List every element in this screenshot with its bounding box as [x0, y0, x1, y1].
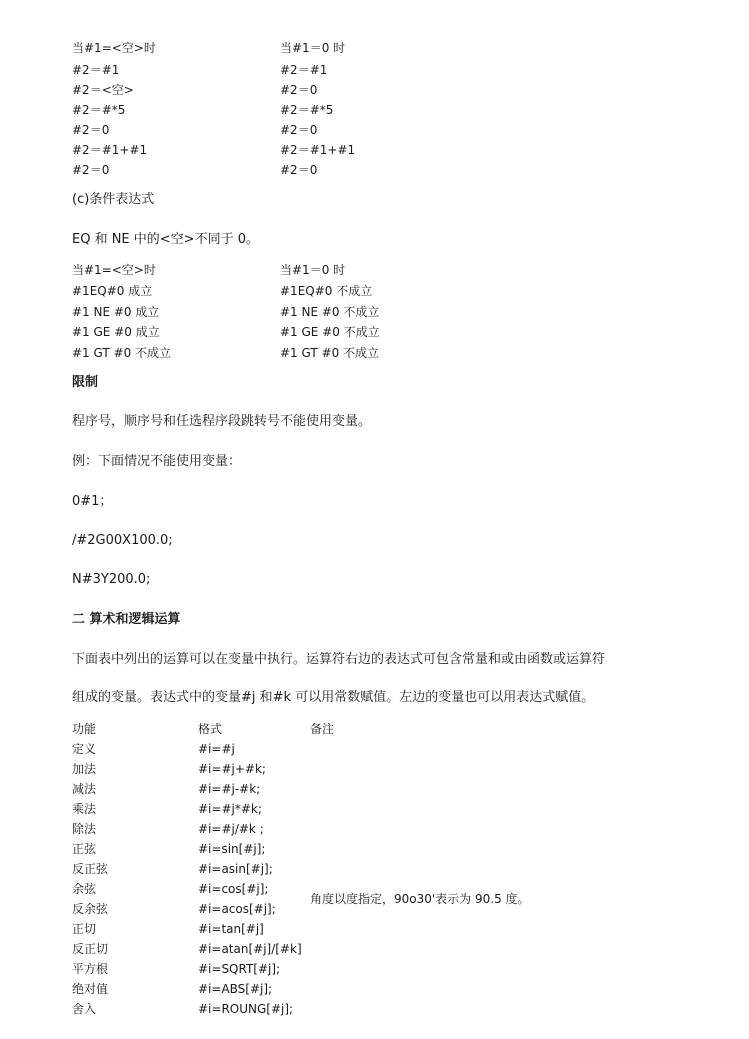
cell-format: #i=#j/#k ;: [198, 822, 264, 836]
cell-left: #1 GT #0 不成立: [72, 346, 172, 360]
cell-function: 反正切: [72, 942, 109, 956]
col-header-remark: 备注: [310, 722, 335, 736]
cell-format: #i=atan[#j]/[#k]: [198, 942, 302, 956]
table-row: [72, 324, 380, 340]
header-left: 当#1=<空>时: [72, 41, 156, 55]
col-header-format: 格式: [198, 722, 223, 736]
cell-format: #i=#j-#k;: [198, 782, 261, 796]
cell-function: 舍入: [72, 1002, 97, 1016]
table-row: [72, 304, 380, 320]
cell-format: #i=#j: [198, 742, 235, 756]
cell-function: 除法: [72, 822, 97, 836]
cell-function: 加法: [72, 762, 97, 776]
cell-format: #i=asin[#j];: [198, 862, 273, 876]
header-right: 当#1＝0 时: [280, 263, 346, 277]
section-c-header: [72, 262, 346, 278]
cell-right: #2＝0: [280, 83, 318, 97]
restriction-paragraph: 程序号，顺序号和任选程序段跳转号不能使用变量。: [72, 414, 372, 429]
cell-left: #1 GE #0 成立: [72, 325, 160, 339]
table-row: [72, 82, 318, 98]
header-right: 当#1＝0 时: [280, 41, 346, 55]
cell-right: #2＝0: [280, 163, 318, 177]
cell-function: 反余弦: [72, 902, 109, 916]
cell-right: #2＝0: [280, 123, 318, 137]
cell-right: #2＝#*5: [280, 103, 334, 117]
cell-right: #1 GT #0 不成立: [280, 346, 380, 360]
table-row: [72, 102, 334, 118]
cell-format: #i=tan[#j]: [198, 922, 264, 936]
cell-format: #i=#j*#k;: [198, 802, 262, 816]
cell-function: 反正弦: [72, 862, 109, 876]
cell-function: 乘法: [72, 802, 97, 816]
restriction-example-intro: 例：下面情况不能使用变量：: [72, 454, 242, 469]
table-row: [72, 162, 318, 178]
cell-right: #1EQ#0 不成立: [280, 284, 373, 298]
cell-left: #2＝#*5: [72, 103, 126, 117]
cell-left: #2＝#1: [72, 63, 120, 77]
section-c-title: (c)条件表达式: [72, 192, 155, 207]
section-c-note: EQ 和 NE 中的<空>不同于 0。: [72, 232, 259, 247]
cell-right: #1 GE #0 不成立: [280, 325, 380, 339]
table-row: [72, 283, 373, 299]
col-header-function: 功能: [72, 722, 97, 736]
cell-remark: 角度以度指定，90o30'表示为 90.5 度。: [310, 892, 530, 906]
cell-right: #1 NE #0 不成立: [280, 305, 380, 319]
cell-function: 正弦: [72, 842, 97, 856]
table-row: [72, 122, 318, 138]
cell-function: 平方根: [72, 962, 109, 976]
cell-right: #2＝#1+#1: [280, 143, 356, 157]
cell-function: 减法: [72, 782, 97, 796]
cell-right: #2＝#1: [280, 63, 328, 77]
arith-paragraph: 下面表中列出的运算可以在变量中执行。运算符右边的表达式可包含常量和或由函数或运算符: [72, 652, 606, 667]
arith-heading: 二 算术和逻辑运算: [72, 612, 181, 627]
example-line: N#3Y200.0;: [72, 572, 151, 587]
section-b-header: [72, 40, 346, 56]
cell-format: #i=cos[#j];: [198, 882, 269, 896]
cell-format: #i=ROUNG[#j];: [198, 1002, 294, 1016]
example-line: /#2G00X100.0;: [72, 533, 173, 548]
cell-format: #i=#j+#k;: [198, 762, 266, 776]
cell-function: 定义: [72, 742, 97, 756]
cell-left: #1EQ#0 成立: [72, 284, 153, 298]
cell-format: #i=SQRT[#j];: [198, 962, 281, 976]
table-row: [72, 62, 328, 78]
cell-left: #1 NE #0 成立: [72, 305, 160, 319]
cell-left: #2＝0: [72, 163, 110, 177]
cell-format: #i=acos[#j];: [198, 902, 276, 916]
header-left: 当#1=<空>时: [72, 263, 156, 277]
table-row: [72, 345, 380, 361]
cell-format: #i=ABS[#j];: [198, 982, 273, 996]
cell-format: #i=sin[#j];: [198, 842, 266, 856]
cell-left: #2＝#1+#1: [72, 143, 148, 157]
cell-function: 正切: [72, 922, 97, 936]
example-line: 0#1；: [72, 494, 113, 509]
cell-left: #2＝0: [72, 123, 110, 137]
arith-paragraph: 组成的变量。表达式中的变量#j 和#k 可以用常数赋值。左边的变量也可以用表达式赋值。: [72, 690, 595, 705]
cell-left: #2＝<空>: [72, 83, 134, 97]
table-row: [72, 142, 356, 158]
cell-function: 绝对值: [72, 982, 109, 996]
restriction-heading: 限制: [72, 375, 99, 390]
cell-function: 余弦: [72, 882, 97, 896]
